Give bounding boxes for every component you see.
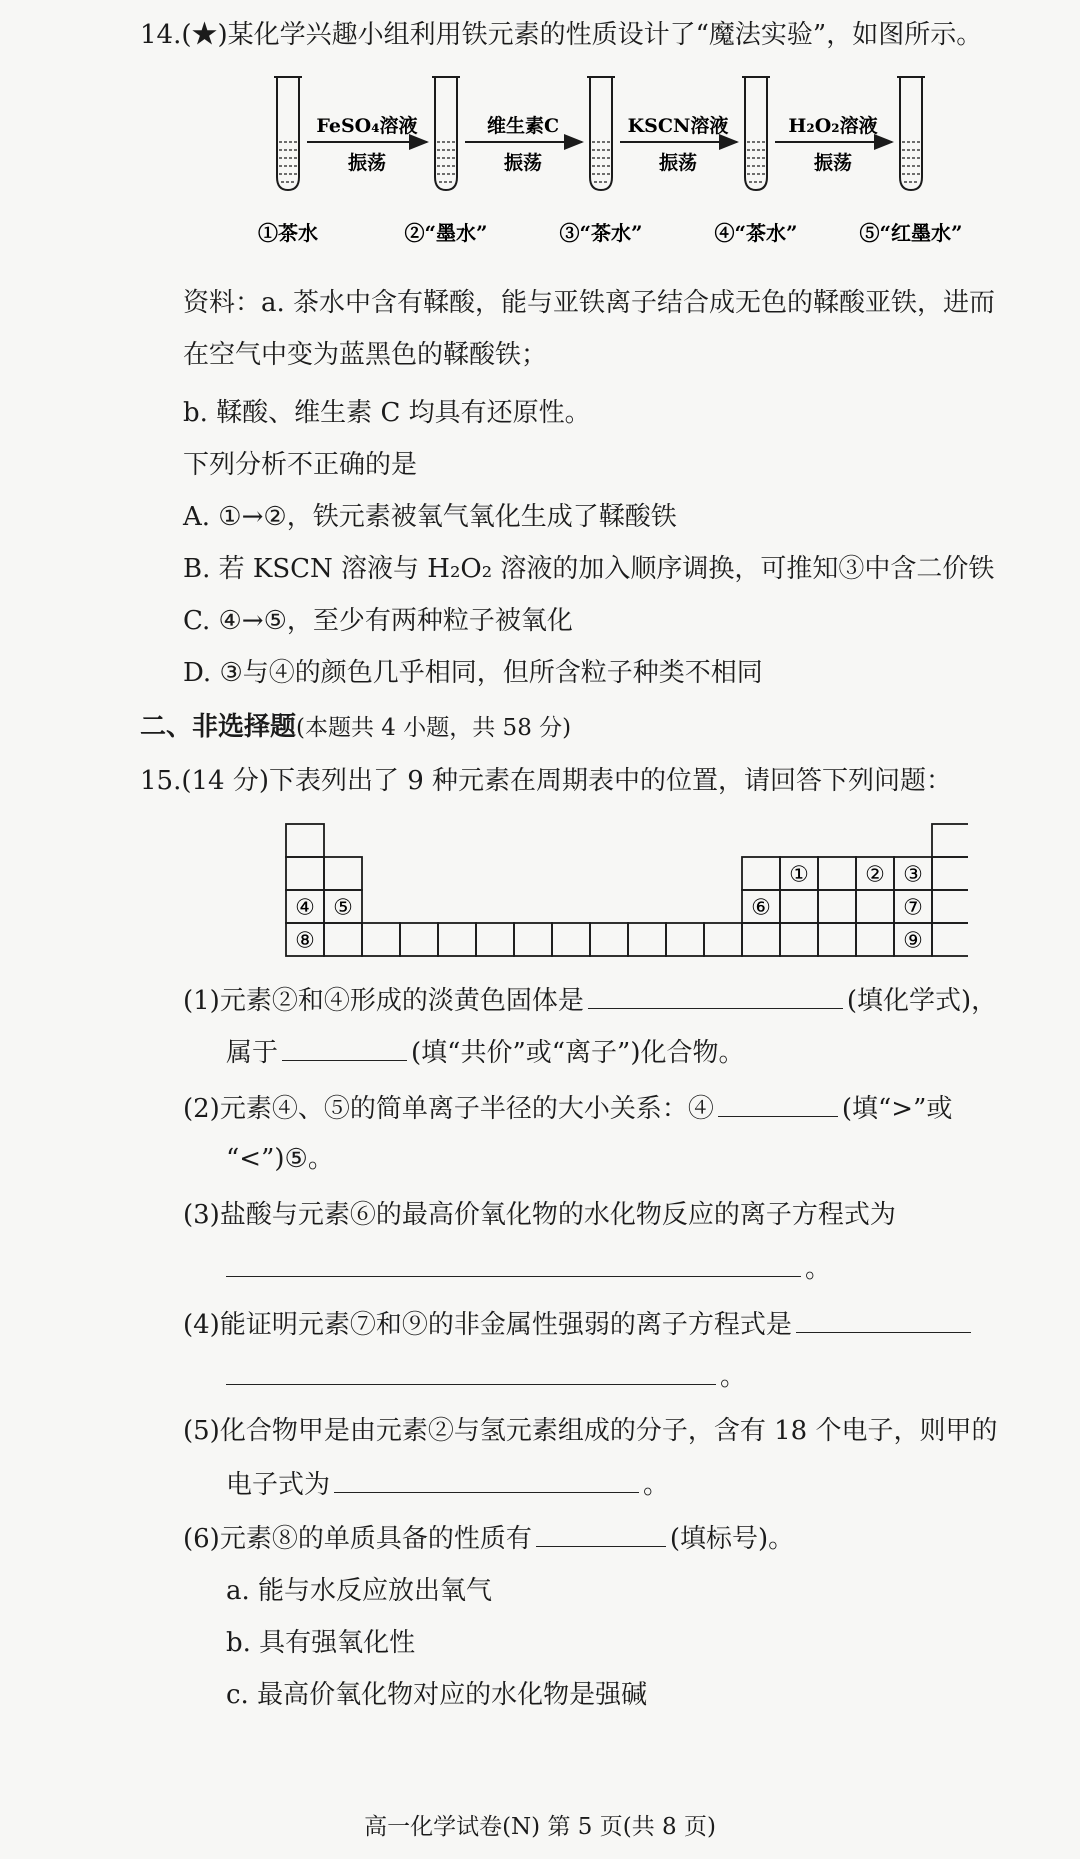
table-cell xyxy=(362,923,400,956)
q15-part2-text: (2)元素④、⑤的简单离子半径的大小关系：④ xyxy=(183,1094,714,1124)
q15-part1-line2 xyxy=(226,1034,744,1070)
q15-part5-text: 电子式为 xyxy=(226,1470,331,1500)
table-cell xyxy=(932,923,968,956)
q15-part1-blank-formula[interactable] xyxy=(588,982,843,1009)
element-mark: ⑧ xyxy=(295,928,315,954)
arrow-3-bottom-label: 振荡 xyxy=(658,152,698,174)
q14-option-a: A. ①→②，铁元素被氧气氧化生成了鞣酸铁 xyxy=(183,502,677,532)
q14-info-a-line2: 在空气中变为蓝黑色的鞣酸铁； xyxy=(183,340,548,370)
table-cell xyxy=(438,923,476,956)
periodic-table-outline xyxy=(284,822,968,962)
test-tube-3 xyxy=(587,77,615,190)
section-2-title: 二、非选择题 xyxy=(140,712,297,742)
q15-part1-line1 xyxy=(183,982,997,1018)
q15-part5-line2 xyxy=(226,1466,669,1502)
q15-part6-hint: (填标号)。 xyxy=(669,1524,795,1554)
q15-part1-type-hint: (填“共价”或“离子”)化合物。 xyxy=(411,1038,745,1068)
magic-experiment-diagram xyxy=(255,72,1035,282)
table-cell xyxy=(590,923,628,956)
table-cell xyxy=(856,923,894,956)
table-cell xyxy=(932,824,968,857)
arrow-2-bottom-label: 振荡 xyxy=(503,152,543,174)
q14-prompt: 下列分析不正确的是 xyxy=(183,450,418,480)
q14-option-d: D. ③与④的颜色几乎相同，但所含粒子种类不相同 xyxy=(183,658,763,688)
test-tube-5 xyxy=(897,77,925,190)
q15-part6-choice-b: b. 具有强氧化性 xyxy=(226,1628,416,1658)
q15-part6-line1 xyxy=(183,1520,794,1556)
table-cell xyxy=(932,857,968,890)
table-cell xyxy=(818,890,856,923)
q14-stem: 14.(★)某化学兴趣小组利用铁元素的性质设计了“魔法实验”，如图所示。 xyxy=(140,20,983,50)
table-cell xyxy=(514,923,552,956)
q15-part1-hint: (填化学式)， xyxy=(846,986,998,1016)
q15-part4-line1 xyxy=(183,1306,975,1342)
table-cell xyxy=(932,890,968,923)
element-mark: ⑦ xyxy=(903,895,923,921)
tube-5-label: ⑤“红墨水” xyxy=(859,221,963,245)
element-mark: ⑨ xyxy=(903,928,923,954)
q15-part1-text: (1)元素②和④形成的淡黄色固体是 xyxy=(183,986,584,1016)
q15-part3-blank[interactable] xyxy=(226,1250,801,1277)
table-cell xyxy=(286,857,324,890)
q14-info-a-line1: 资料：a. 茶水中含有鞣酸，能与亚铁离子结合成无色的鞣酸亚铁，进而 xyxy=(183,288,996,318)
table-cell xyxy=(780,890,818,923)
table-cell xyxy=(476,923,514,956)
table-cell xyxy=(704,923,742,956)
test-tube-2 xyxy=(432,77,460,190)
table-cell xyxy=(666,923,704,956)
arrow-1-bottom-label: 振荡 xyxy=(347,152,387,174)
q14-info-b: b. 鞣酸、维生素 C 均具有还原性。 xyxy=(183,398,591,428)
q15-part5-blank[interactable] xyxy=(334,1466,639,1493)
q15-part4-blank-2[interactable] xyxy=(226,1358,716,1385)
q15-part6-choice-a: a. 能与水反应放出氧气 xyxy=(226,1576,493,1606)
element-mark: ④ xyxy=(295,895,315,921)
table-cell xyxy=(818,857,856,890)
q15-part2-line2: “<”)⑤。 xyxy=(226,1144,334,1174)
q14-option-c: C. ④→⑤，至少有两种粒子被氧化 xyxy=(183,606,573,636)
q15-stem: 15.(14 分)下表列出了 9 种元素在周期表中的位置，请回答下列问题： xyxy=(140,766,953,796)
table-cell xyxy=(324,857,362,890)
section-2-heading xyxy=(140,710,571,745)
q15-part5-end: 。 xyxy=(643,1470,670,1500)
section-2-note: (本题共 4 小题，共 58 分) xyxy=(296,715,572,741)
page-footer: 高一化学试卷(N) 第 5 页(共 8 页) xyxy=(364,1814,716,1840)
table-cell xyxy=(400,923,438,956)
test-tube-1 xyxy=(274,77,302,190)
q15-part1-belongs: 属于 xyxy=(226,1038,279,1068)
table-cell xyxy=(324,923,362,956)
table-cell xyxy=(552,923,590,956)
q15-part2-blank[interactable] xyxy=(718,1090,838,1117)
q15-part4-blank-1[interactable] xyxy=(796,1306,971,1333)
q15-part6-text: (6)元素⑧的单质具备的性质有 xyxy=(183,1524,532,1554)
table-cell xyxy=(286,824,324,857)
table-cell xyxy=(780,923,818,956)
element-mark: ⑥ xyxy=(751,895,771,921)
q15-part5-line1: (5)化合物甲是由元素②与氢元素组成的分子，含有 18 个电子，则甲的 xyxy=(183,1416,998,1446)
tube-4-label: ④“茶水” xyxy=(714,221,798,245)
table-cell xyxy=(856,890,894,923)
element-mark: ② xyxy=(865,862,885,888)
element-mark: ① xyxy=(789,862,809,888)
q15-part6-blank[interactable] xyxy=(536,1520,666,1547)
arrow-4-top-label: H₂O₂溶液 xyxy=(788,115,878,137)
arrow-2-top-label: 维生素C xyxy=(486,115,560,137)
element-mark: ③ xyxy=(903,862,923,888)
tube-2-label: ②“墨水” xyxy=(404,221,488,245)
table-cell xyxy=(742,923,780,956)
element-mark: ⑤ xyxy=(333,895,353,921)
q15-part4-end: 。 xyxy=(720,1362,747,1392)
test-tube-4 xyxy=(742,77,770,190)
table-cell xyxy=(742,857,780,890)
q15-part2-hint: (填“>”或 xyxy=(841,1094,953,1124)
tube-3-label: ③“茶水” xyxy=(559,221,643,245)
q15-part3-end: 。 xyxy=(805,1254,832,1284)
table-cell xyxy=(628,923,666,956)
q14-option-b: B. 若 KSCN 溶液与 H₂O₂ 溶液的加入顺序调换，可推知③中含二价铁 xyxy=(183,554,995,584)
q15-part3-line2 xyxy=(226,1250,831,1286)
q15-part3-line1: (3)盐酸与元素⑥的最高价氧化物的水化物反应的离子方程式为 xyxy=(183,1200,896,1230)
tube-1-label: ①茶水 xyxy=(258,221,318,245)
arrow-3-top-label: KSCN溶液 xyxy=(627,115,729,137)
table-cell xyxy=(818,923,856,956)
q15-part4-line2 xyxy=(226,1358,746,1394)
q15-part1-blank-type[interactable] xyxy=(282,1034,407,1061)
q15-part4-text: (4)能证明元素⑦和⑨的非金属性强弱的离子方程式是 xyxy=(183,1310,792,1340)
q15-part2-line1 xyxy=(183,1090,952,1126)
q15-part6-choice-c: c. 最高价氧化物对应的水化物是强碱 xyxy=(226,1680,648,1710)
arrow-1-top-label: FeSO₄溶液 xyxy=(316,115,418,137)
arrow-4-bottom-label: 振荡 xyxy=(813,152,853,174)
